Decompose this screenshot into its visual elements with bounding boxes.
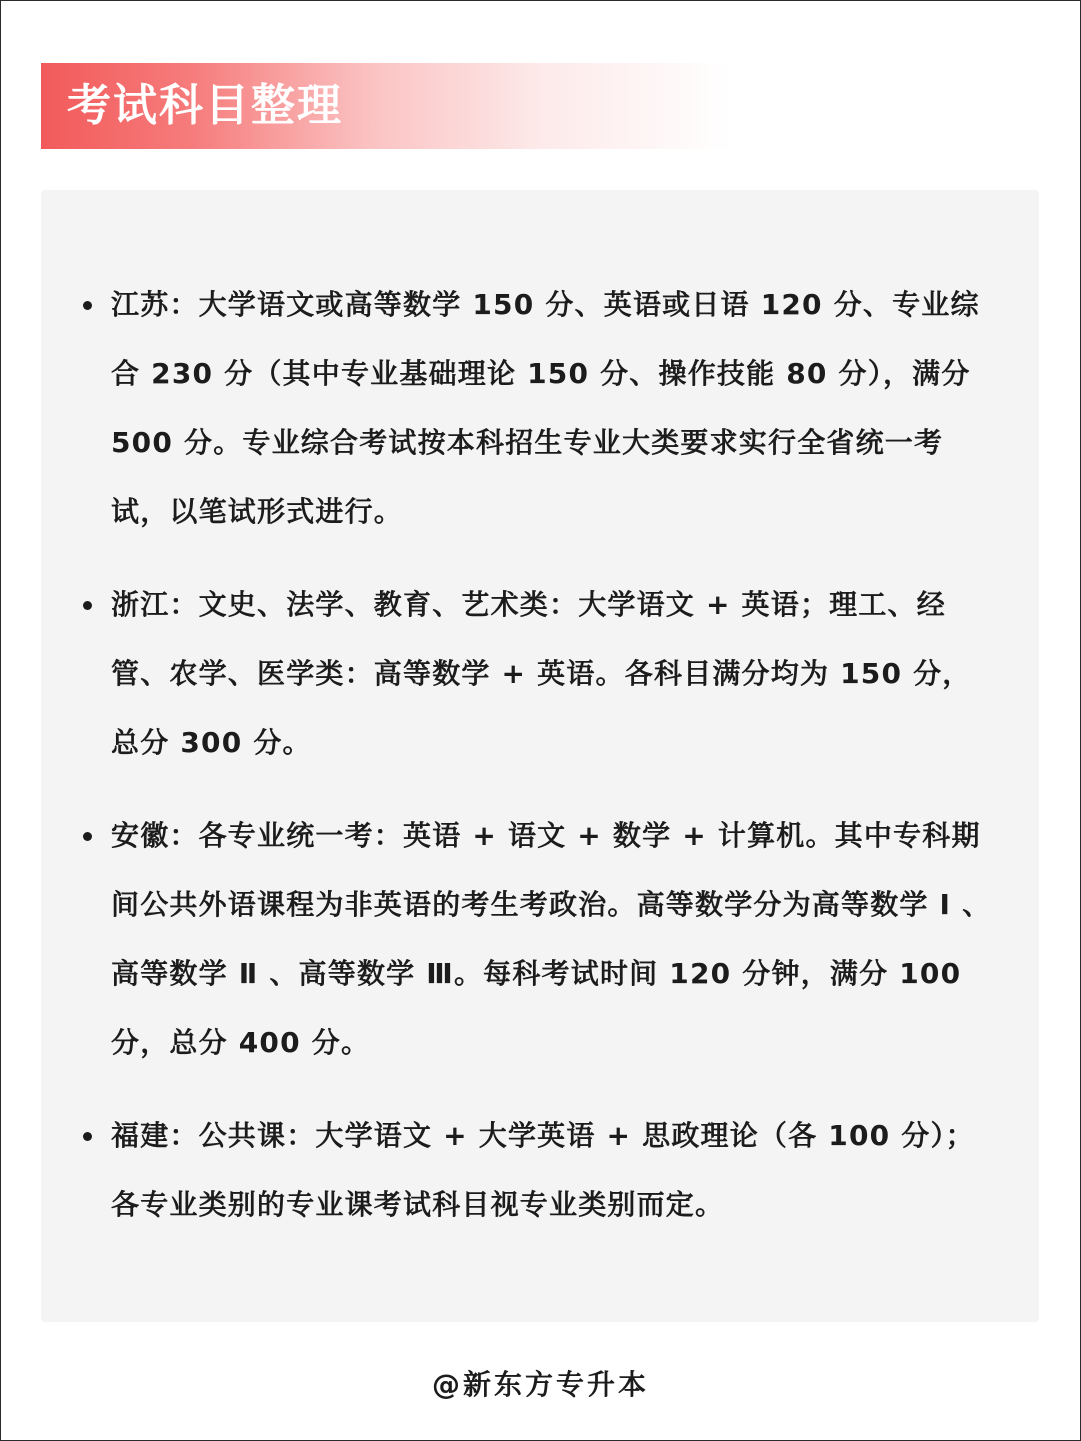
bullet-icon (83, 832, 92, 841)
item-text: 福建：公共课：大学语文 + 大学英语 + 思政理论（各 100 分）；各专业类别的专业课考试科目视专业类别而定。 (111, 1119, 975, 1221)
item-text: 江苏：大学语文或高等数学 150 分、英语或日语 120 分、专业综合 230 分（其中专业基础理论 150 分、操作技能 80 分），满分 500 分。专业综合考试按本科招生专业大类要求实行全省统一考试，以笔试形式进行。 (111, 288, 980, 528)
list-item-fujian (111, 1101, 996, 1239)
footer-watermark: @新东方专升本 (431, 1368, 649, 1401)
bullet-icon (83, 1132, 92, 1141)
item-text: 浙江：文史、法学、教育、艺术类：大学语文 + 英语；理工、经管、农学、医学类：高等数学 + 英语。各科目满分均为 150 分，总分 300 分。 (111, 588, 972, 759)
page-title: 考试科目整理 (67, 80, 343, 131)
item-text: 安徽：各专业统一考：英语 + 语文 + 数学 + 计算机。其中专科期间公共外语课程为非英语的考生考政治。高等数学分为高等数学 Ⅰ 、高等数学 Ⅱ 、高等数学 Ⅲ。每科考试时间 120 分钟，满分 100 分，总分 400 分。 (111, 819, 992, 1059)
list-item-anhui (111, 801, 996, 1077)
province-list (0, 270, 1081, 1263)
bullet-icon (83, 301, 92, 310)
list-item-jiangsu (111, 270, 996, 546)
list-item-zhejiang (111, 570, 996, 777)
bullet-icon (83, 601, 92, 610)
title-banner (41, 63, 731, 149)
